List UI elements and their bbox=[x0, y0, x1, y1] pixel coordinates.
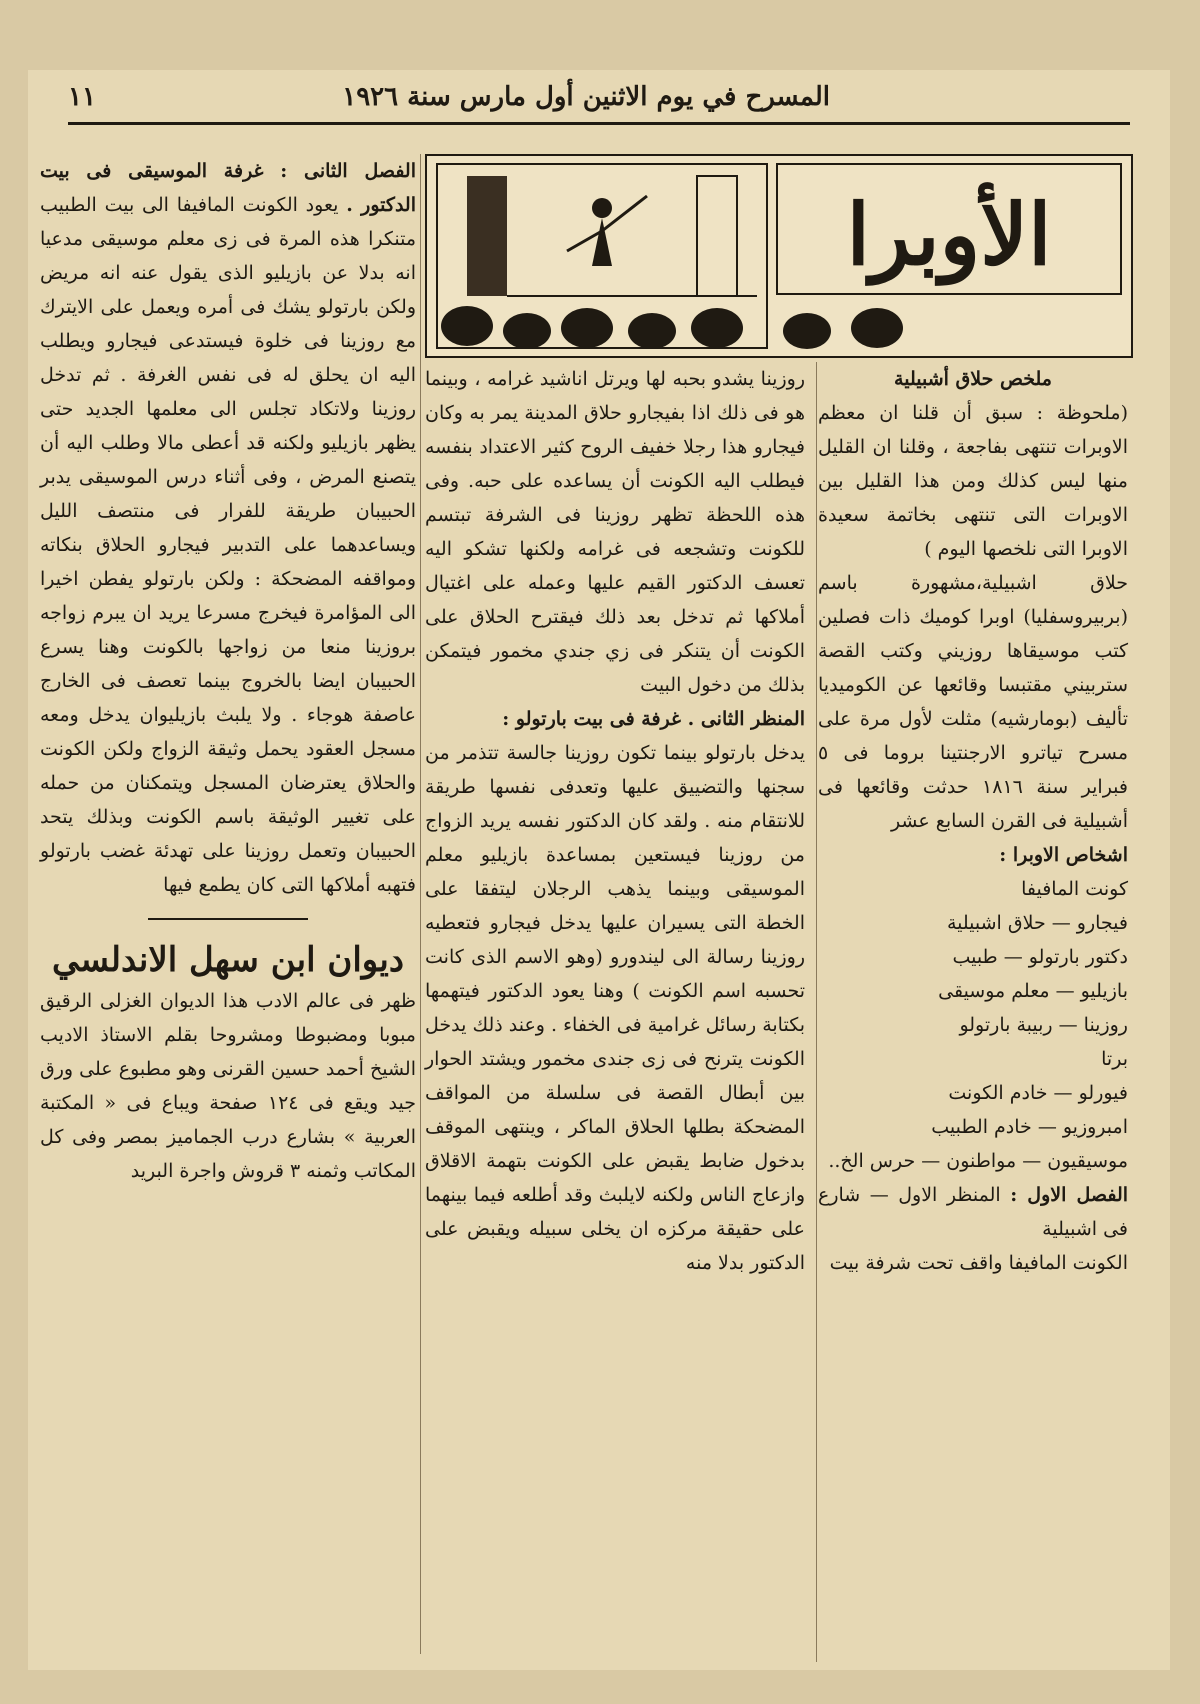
cast-list bbox=[818, 872, 1128, 1178]
note-paragraph: (ملحوظة : سبق أن قلنا ان معظم الاوبرات تنتهى بفاجعة ، وقلنا ان القليل منها ليس كذلك ومن هذا القليل بين الاوبرات التى تنتهى بخاتمة سعيدة الاوبرا التى نلخصها اليوم ) bbox=[818, 402, 1128, 560]
act1-text: المنظر الاول — شارع فى اشبيلية bbox=[818, 1184, 1128, 1240]
closing-line: الكونت المافيفا واقف تحت شرفة بيت bbox=[829, 1252, 1128, 1274]
cast-item: امبروزيو — خادم الطبيب bbox=[931, 1116, 1128, 1138]
column-left bbox=[40, 154, 416, 1188]
column-right bbox=[818, 362, 1128, 1280]
cast-item: بازيليو — معلم موسيقى bbox=[938, 980, 1128, 1002]
story-paragraph: روزينا يشدو بحبه لها ويرتل اناشيد غرامه ، وبينما هو فى ذلك اذا بفيجارو حلاق المدينة يمر به وكان فيجارو هذا رجلا خفيف الروح كثير الاعتداد بنفسه فيطلب اليه الكونت أن يساعده على حبه. وفى هذه اللحظة تظهر روزينا فى الشرفة تبتسم للكونت وتشجعه فى غرامه ولكنها تشكو اليه تعسف الدكتور القيم عليها وعمله على اغتيال أملاكها ثم تدخل بعد ذلك فيقترح الحلاق على الكونت أن يتنكر فى زي جندي مخمور فيتمكن بذلك من دخول البيت bbox=[425, 368, 805, 696]
cast-item: روزينا — ربيبة بارتولو bbox=[959, 1014, 1128, 1036]
intro-paragraph: حلاق اشبيلية،مشهورة باسم (بربيروسفليا) اوبرا كوميك ذات فصلين كتب موسيقاها روزيني وكتب القصة ستربيني مقتبسا وقائعها عن الكوميديا تأليف (بومارشيه) مثلت لأول مرة على مسرح تياترو الارجنتينا بروما فى ٥ فبراير سنة ١٨١٦ حدثت وقائعها فى أشبيلية فى القرن السابع عشر bbox=[818, 572, 1128, 832]
column-middle bbox=[425, 362, 805, 1280]
cast-item: موسيقيون — مواطنون — حرس الخ.. bbox=[828, 1150, 1128, 1172]
newspaper-page bbox=[28, 70, 1170, 1670]
cast-item: دكتور بارتولو — طبيب bbox=[952, 946, 1128, 968]
act2-text: يعود الكونت المافيفا الى بيت الطبيب متنكرا هذه المرة فى زى معلم موسيقى مدعيا انه بدلا عن بازيليو الذى يقول عنه انه مريض ولكن بارتولو يشك فى أمره ويعمل على الايترك مع روزينا فى خلوة فيستدعى فيجارو ويطلب اليه ان يحلق له فى نفس الغرفة . ثم تدخل روزينا ولاتكاد تجلس الى معلمها الجديد حتى يظهر بازيليو ولكنه قد أعطى مالا وطلب اليه أن يتصنع المرض ، وفى أثناء درس الموسيقى يدبر الحبيبان طريقة للفرار فى منتصف الليل ويساعدهما على التدبير فيجارو الحلاق بنكاته ومواقفه المضحكة : ولكن بارتولو يفطن اخيرا الى المؤامرة فيخرج مسرعا يريد ان يبرم زواجه بروزينا منعا من زواجها بالكونت وهنا يسرع الحبيبان ايضا بالخروج بينما تعصف فى الخارج عاصفة هوجاء . ولا يلبث بازيليوان يدخل ومعه مسجل العقود يحمل وثيقة الزواج ولكن الكونت والحلاق يعترضان المسجل ويتمكنان من حمله على تغيير الوثيقة باسم الكونت وبذلك يتحد الحبيبان وتعمل روزينا على تهدئة غضب بارتولو فتهبه أملاكها التى كان يطمع فيها bbox=[40, 194, 416, 896]
act1-label: الفصل الاول : bbox=[1010, 1184, 1129, 1206]
section-divider bbox=[148, 918, 308, 920]
page-header bbox=[68, 74, 1130, 126]
column-divider bbox=[816, 362, 817, 1662]
header-title: المسرح في يوم الاثنين أول مارس سنة ١٩٢٦ bbox=[342, 82, 830, 112]
act2-label: الفصل الثانى : غرفة الموسيقى فى بيت الدكتور . bbox=[40, 160, 416, 216]
cast-item: فيجارو — حلاق اشبيلية bbox=[946, 912, 1128, 934]
column-divider bbox=[420, 154, 421, 1654]
scene2-paragraph: يدخل بارتولو بينما تكون روزينا جالسة تتذمر من سجنها والتضييق عليها وتعدفى نفسها طريقة للانتقام منه . ولقد كان الدكتور نفسه يريد الزواج من روزينا فيستعين بمساعدة بازيليو معلم الموسيقى وبينما يذهب الرجلان ليتفقا على الخطة التى يسيران عليها يدخل فيجارو فتعطيه روزينا رسالة الى ليندورو (وهو الاسم الذى كانت تحسبه اسم الكونت ) وهنا يعود الدكتور فيتهمها بكتابة رسائل غرامية فى الخفاء . وعند ذلك يدخل الكونت يترنح فى زى جندى مخمور ويشتد الحوار بين أبطال القصة فى سلسلة من المواقف المضحكة بطلها الحلاق الماكر ، وينتهى الموقف بدخول ضابط يقبض على الكونت بتهمة الاقلاق وازعاج الناس ولكنه لايلبث وقد أطلعه فيما بينهما على حقيقة مركزه ان يخلى سبيله ويقبض على الدكتور بدلا منه bbox=[425, 742, 805, 1274]
diwan-paragraph: ظهر فى عالم الادب هذا الديوان الغزلى الرقيق مبوبا ومضبوطا ومشروحا بقلم الاستاذ الاديب الشيخ أحمد حسين القرنى وهو مطبوع على ورق جيد ويقع فى ١٢٤ صفحة ويباع فى « المكتبة العربية » بشارع درب الجماميز بمصر وفى كل المكاتب وثمنه ٣ قروش واجرة البريد bbox=[40, 990, 416, 1182]
cast-item: كونت المافيفا bbox=[1021, 878, 1128, 900]
cast-item: فيورلو — خادم الكونت bbox=[948, 1082, 1128, 1104]
cast-item: برتا bbox=[1101, 1048, 1128, 1070]
scene2-label: المنظر الثانى . غرفة فى بيت بارتولو : bbox=[502, 708, 805, 730]
header-rule bbox=[68, 122, 1130, 125]
page-number: ١١ bbox=[68, 82, 96, 112]
diwan-title: ديوان ابن سهل الاندلسي bbox=[52, 940, 404, 980]
cast-heading: اشخاص الاوبرا : bbox=[999, 844, 1128, 866]
opera-illustration bbox=[427, 156, 1131, 356]
opera-banner bbox=[425, 154, 1133, 358]
article-heading: ملخص حلاق أشبيلية bbox=[894, 368, 1052, 390]
banner-title: الأوبرا bbox=[846, 185, 1052, 284]
